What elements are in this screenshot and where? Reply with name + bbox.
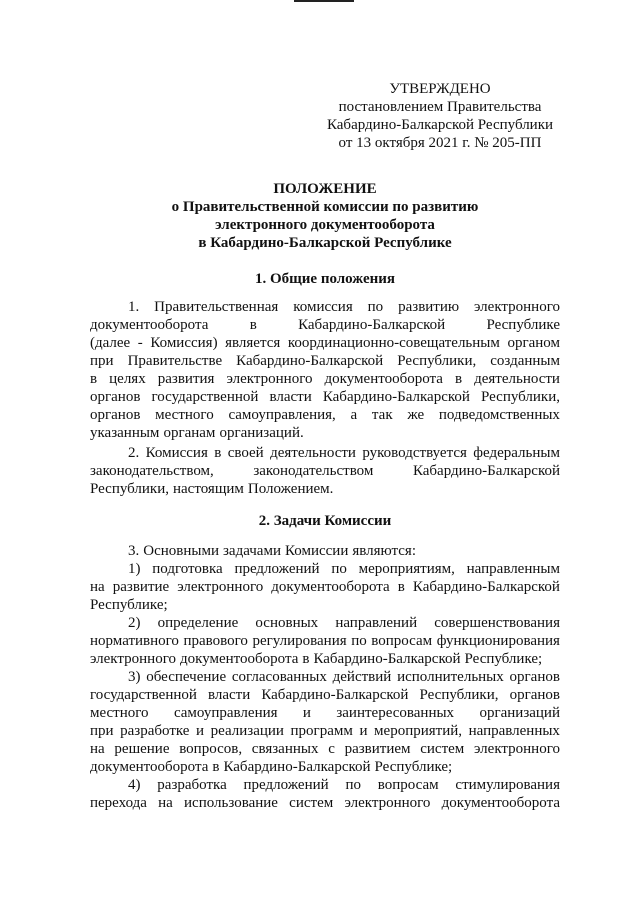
approval-line: от 13 октября 2021 г. № 205-ПП bbox=[338, 135, 542, 151]
approval-line: УТВЕРЖДЕНО bbox=[389, 81, 491, 97]
text-line: органов местного самоуправления, а так же подведомственных bbox=[90, 407, 560, 423]
paragraph-1 bbox=[90, 298, 560, 442]
paragraph-5 bbox=[90, 614, 560, 668]
paragraph-4 bbox=[90, 560, 560, 614]
text-line: документооборота в Кабардино-Балкарской Республике bbox=[90, 317, 560, 333]
text-line: 2. Комиссия в своей деятельности руководствуется федеральным bbox=[128, 445, 560, 461]
text-line: органов государственной власти Кабардино-Балкарской Республики, bbox=[90, 389, 560, 405]
text-line: Республике; bbox=[90, 597, 168, 613]
paragraph-6 bbox=[90, 668, 560, 776]
paragraph-2 bbox=[90, 444, 560, 498]
document-title bbox=[90, 180, 560, 252]
text-line: государственной власти Кабардино-Балкарской Республики, органов bbox=[90, 687, 560, 703]
title-line: в Кабардино-Балкарской Республике bbox=[198, 235, 452, 251]
title-line: о Правительственной комиссии по развитию bbox=[171, 199, 479, 215]
text-line: 2) определение основных направлений совершенствования bbox=[128, 615, 560, 631]
title-line: ПОЛОЖЕНИЕ bbox=[273, 181, 377, 197]
approval-line: Кабардино-Балкарской Республики bbox=[326, 117, 554, 133]
text-line: Республики, настоящим Положением. bbox=[90, 481, 334, 497]
text-line: 4) разработка предложений по вопросам стимулирования bbox=[128, 777, 560, 793]
paragraph-7 bbox=[90, 776, 560, 812]
text-line: на развитие электронного документооборота в Кабардино-Балкарской bbox=[90, 579, 560, 595]
section-heading-1: 1. Общие положения bbox=[254, 271, 396, 287]
text-line: в целях развития электронного документооборота в деятельности bbox=[90, 371, 560, 387]
text-line: 1. Правительственная комиссия по развитию электронного bbox=[128, 299, 560, 315]
approval-line: постановлением Правительства bbox=[338, 99, 542, 115]
text-line: нормативного правового регулирования по вопросам функционирования bbox=[90, 633, 560, 649]
text-line: при разработке и реализации программ и мероприятий, направленных bbox=[90, 723, 560, 739]
title-line: электронного документооборота bbox=[215, 217, 435, 233]
text-line: законодательством, законодательством Кабардино-Балкарской bbox=[90, 463, 560, 479]
text-line: перехода на использование систем электронного документооборота bbox=[90, 795, 560, 811]
text-line: документооборота в Кабардино-Балкарской Республике; bbox=[90, 759, 453, 775]
section-heading-2: 2. Задачи Комиссии bbox=[258, 513, 392, 529]
text-line: 1) подготовка предложений по мероприятиям, направленным bbox=[128, 561, 560, 577]
text-line: электронного документооборота в Кабардино-Балкарской Республике; bbox=[90, 651, 543, 667]
paragraph-3 bbox=[90, 542, 560, 560]
text-line: 3. Основными задачами Комиссии являются: bbox=[128, 543, 416, 559]
text-line: (далее - Комиссия) является координационно-совещательным органом bbox=[90, 335, 560, 351]
approval-stamp bbox=[300, 80, 580, 152]
top-rule bbox=[294, 0, 354, 2]
text-line: 3) обеспечение согласованных действий исполнительных органов bbox=[128, 669, 560, 685]
text-line: при Правительстве Кабардино-Балкарской Республики, созданным bbox=[90, 353, 560, 369]
text-line: указанным органам организаций. bbox=[90, 425, 304, 441]
text-line: местного самоуправления и заинтересованных организаций bbox=[90, 705, 560, 721]
text-line: на решение вопросов, связанных с развитием систем электронного bbox=[90, 741, 560, 757]
